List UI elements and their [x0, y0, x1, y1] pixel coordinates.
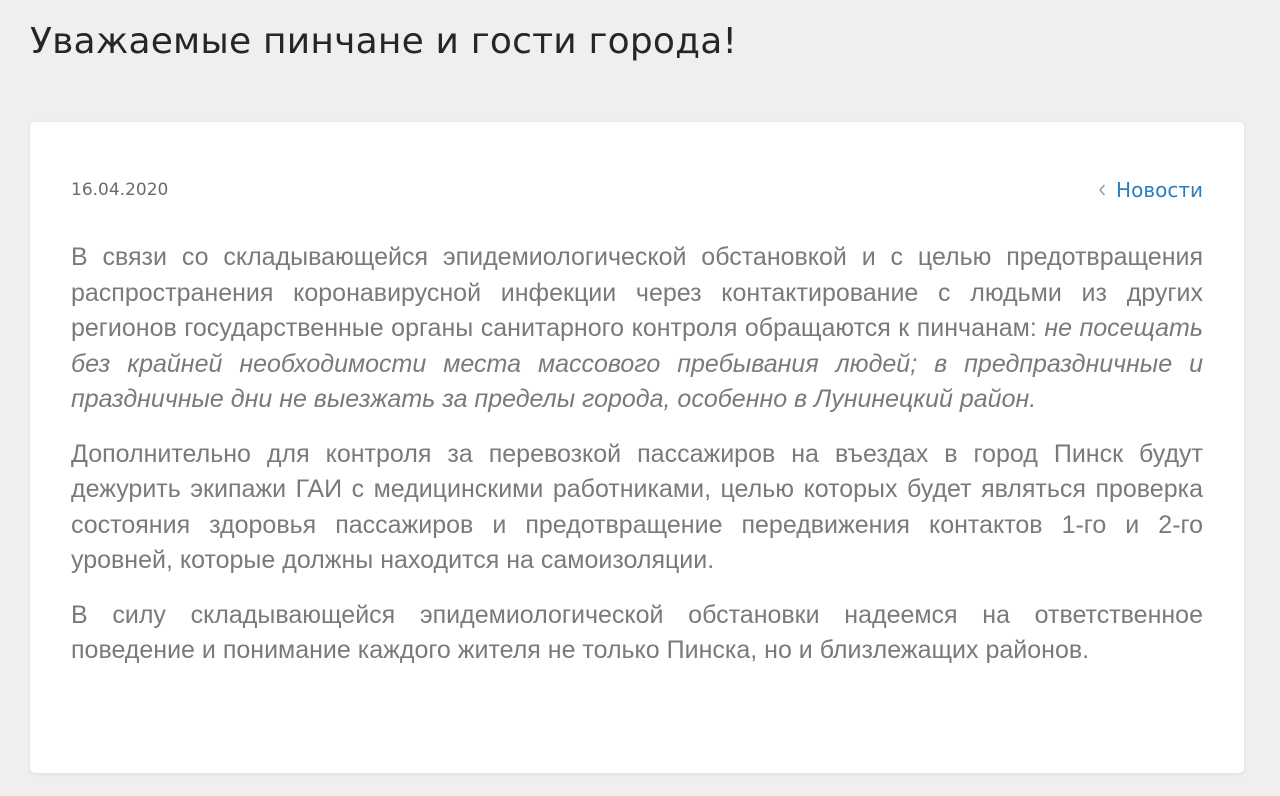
article-paragraph-3: В силу складывающейся эпидемиологической обстановки надеемся на ответственное поведение и понимание каждого жителя не только Пинска, но и близлежащих районов. — [71, 600, 1203, 664]
page-title: Уважаемые пинчане и гости города! — [30, 21, 738, 62]
article-meta — [71, 177, 1203, 203]
paragraph-1-emphasis: не посещать без крайней необходимости места массового пребывания людей; в предпраздничные и праздничные дни не выезжать за пределы города, особенно в Лунинецкий район. — [71, 314, 1203, 413]
news-back-link-label: Новости — [1116, 178, 1203, 202]
article-body — [71, 240, 1203, 688]
news-back-link[interactable] — [1098, 178, 1203, 202]
article-paragraph-2: Дополнительно для контроля за перевозкой пассажиров на въездах в город Пинск будут дежурить экипажи ГАИ с медицинскими работниками, целью которых будет являться проверка состояния здоровья пассажиров и предотвращение передвижения контактов 1-го и 2-го уровней, которые должны находится на самоизоляции. — [71, 439, 1203, 574]
paragraph-1-text: В связи со складывающейся эпидемиологической обстановкой и с целью предотвращения распространения коронавирусной инфекции через контактирование с людьми из других регионов государственные органы санитарного контроля обращаются к пинчанам: — [71, 243, 1203, 342]
article-paragraph-1 — [71, 240, 1203, 418]
chevron-left-icon — [1098, 184, 1106, 196]
article-card — [30, 122, 1244, 773]
article-date: 16.04.2020 — [71, 180, 169, 200]
